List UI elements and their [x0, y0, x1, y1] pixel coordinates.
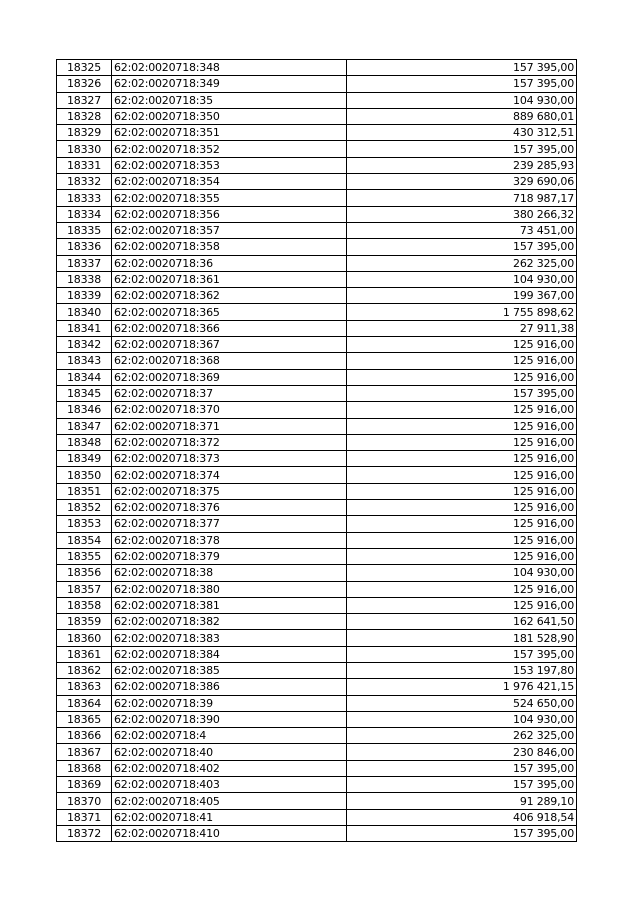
row-number-cell: 18367	[57, 744, 112, 760]
cadastral-number-cell: 62:02:0020718:36	[112, 255, 347, 271]
row-number-cell: 18348	[57, 434, 112, 450]
row-number-cell: 18360	[57, 630, 112, 646]
cadastral-value-cell: 125 916,00	[347, 451, 577, 467]
cadastral-number-cell: 62:02:0020718:38	[112, 565, 347, 581]
table-row	[57, 825, 577, 841]
cadastral-number-cell: 62:02:0020718:380	[112, 581, 347, 597]
row-number-cell: 18337	[57, 255, 112, 271]
row-number-cell: 18334	[57, 206, 112, 222]
row-number-cell: 18340	[57, 304, 112, 320]
table-row	[57, 108, 577, 124]
row-number-cell: 18369	[57, 777, 112, 793]
cadastral-number-cell: 62:02:0020718:348	[112, 60, 347, 76]
cadastral-value-cell: 104 930,00	[347, 565, 577, 581]
table-row	[57, 744, 577, 760]
cadastral-value-cell: 125 916,00	[347, 402, 577, 418]
cadastral-value-cell: 157 395,00	[347, 777, 577, 793]
table-row	[57, 793, 577, 809]
cadastral-number-cell: 62:02:0020718:361	[112, 271, 347, 287]
cadastral-number-cell: 62:02:0020718:365	[112, 304, 347, 320]
cadastral-value-cell: 125 916,00	[347, 548, 577, 564]
cadastral-number-cell: 62:02:0020718:369	[112, 369, 347, 385]
cadastral-number-cell: 62:02:0020718:368	[112, 353, 347, 369]
cadastral-number-cell: 62:02:0020718:355	[112, 190, 347, 206]
table-row	[57, 614, 577, 630]
table-row	[57, 532, 577, 548]
table-row	[57, 809, 577, 825]
cadastral-value-cell: 125 916,00	[347, 483, 577, 499]
table-row	[57, 320, 577, 336]
cadastral-value-cell: 153 197,80	[347, 662, 577, 678]
cadastral-value-cell: 262 325,00	[347, 728, 577, 744]
cadastral-value-cell: 125 916,00	[347, 369, 577, 385]
cadastral-number-cell: 62:02:0020718:375	[112, 483, 347, 499]
cadastral-value-cell: 125 916,00	[347, 434, 577, 450]
table-row	[57, 483, 577, 499]
cadastral-value-cell: 125 916,00	[347, 353, 577, 369]
row-number-cell: 18363	[57, 679, 112, 695]
row-number-cell: 18350	[57, 467, 112, 483]
cadastral-value-cell: 125 916,00	[347, 418, 577, 434]
table-row	[57, 695, 577, 711]
row-number-cell: 18344	[57, 369, 112, 385]
cadastral-value-cell: 125 916,00	[347, 516, 577, 532]
cadastral-value-cell: 73 451,00	[347, 222, 577, 238]
cadastral-value-cell: 104 930,00	[347, 711, 577, 727]
table-row	[57, 451, 577, 467]
cadastral-value-cell: 125 916,00	[347, 467, 577, 483]
row-number-cell: 18349	[57, 451, 112, 467]
table-row	[57, 402, 577, 418]
row-number-cell: 18341	[57, 320, 112, 336]
row-number-cell: 18352	[57, 500, 112, 516]
table-row	[57, 288, 577, 304]
cadastral-number-cell: 62:02:0020718:390	[112, 711, 347, 727]
cadastral-number-cell: 62:02:0020718:405	[112, 793, 347, 809]
cadastral-value-cell: 125 916,00	[347, 337, 577, 353]
cadastral-number-cell: 62:02:0020718:353	[112, 157, 347, 173]
cadastral-number-cell: 62:02:0020718:367	[112, 337, 347, 353]
cadastral-value-cell: 1 976 421,15	[347, 679, 577, 695]
row-number-cell: 18372	[57, 825, 112, 841]
cadastral-number-cell: 62:02:0020718:376	[112, 500, 347, 516]
row-number-cell: 18353	[57, 516, 112, 532]
cadastral-number-cell: 62:02:0020718:402	[112, 760, 347, 776]
cadastral-number-cell: 62:02:0020718:373	[112, 451, 347, 467]
row-number-cell: 18328	[57, 108, 112, 124]
row-number-cell: 18325	[57, 60, 112, 76]
cadastral-value-cell: 157 395,00	[347, 76, 577, 92]
row-number-cell: 18338	[57, 271, 112, 287]
table-row	[57, 222, 577, 238]
row-number-cell: 18339	[57, 288, 112, 304]
table-row	[57, 434, 577, 450]
cadastral-number-cell: 62:02:0020718:349	[112, 76, 347, 92]
cadastral-value-cell: 199 367,00	[347, 288, 577, 304]
cadastral-value-cell: 230 846,00	[347, 744, 577, 760]
cadastral-value-cell: 157 395,00	[347, 141, 577, 157]
cadastral-value-cell: 104 930,00	[347, 271, 577, 287]
cadastral-number-cell: 62:02:0020718:37	[112, 385, 347, 401]
table-row	[57, 190, 577, 206]
cadastral-value-table	[56, 59, 577, 842]
cadastral-value-cell: 157 395,00	[347, 825, 577, 841]
table-row	[57, 353, 577, 369]
row-number-cell: 18365	[57, 711, 112, 727]
cadastral-number-cell: 62:02:0020718:357	[112, 222, 347, 238]
row-number-cell: 18368	[57, 760, 112, 776]
table-row	[57, 337, 577, 353]
cadastral-value-cell: 27 911,38	[347, 320, 577, 336]
cadastral-number-cell: 62:02:0020718:374	[112, 467, 347, 483]
table-row	[57, 141, 577, 157]
table-row	[57, 76, 577, 92]
row-number-cell: 18359	[57, 614, 112, 630]
cadastral-number-cell: 62:02:0020718:381	[112, 597, 347, 613]
cadastral-number-cell: 62:02:0020718:384	[112, 646, 347, 662]
row-number-cell: 18326	[57, 76, 112, 92]
row-number-cell: 18347	[57, 418, 112, 434]
table-row	[57, 760, 577, 776]
cadastral-number-cell: 62:02:0020718:39	[112, 695, 347, 711]
cadastral-value-cell: 430 312,51	[347, 125, 577, 141]
table-row	[57, 548, 577, 564]
table-row	[57, 174, 577, 190]
table-row	[57, 385, 577, 401]
table-row	[57, 418, 577, 434]
cadastral-value-cell: 157 395,00	[347, 239, 577, 255]
table-row	[57, 125, 577, 141]
cadastral-number-cell: 62:02:0020718:410	[112, 825, 347, 841]
table-row	[57, 206, 577, 222]
row-number-cell: 18351	[57, 483, 112, 499]
cadastral-number-cell: 62:02:0020718:351	[112, 125, 347, 141]
cadastral-number-cell: 62:02:0020718:379	[112, 548, 347, 564]
cadastral-number-cell: 62:02:0020718:386	[112, 679, 347, 695]
table-row	[57, 304, 577, 320]
row-number-cell: 18342	[57, 337, 112, 353]
cadastral-value-cell: 239 285,93	[347, 157, 577, 173]
table-row	[57, 369, 577, 385]
cadastral-number-cell: 62:02:0020718:358	[112, 239, 347, 255]
cadastral-value-cell: 125 916,00	[347, 532, 577, 548]
cadastral-value-cell: 262 325,00	[347, 255, 577, 271]
row-number-cell: 18366	[57, 728, 112, 744]
row-number-cell: 18371	[57, 809, 112, 825]
cadastral-number-cell: 62:02:0020718:370	[112, 402, 347, 418]
cadastral-number-cell: 62:02:0020718:352	[112, 141, 347, 157]
table-row	[57, 679, 577, 695]
cadastral-number-cell: 62:02:0020718:382	[112, 614, 347, 630]
row-number-cell: 18329	[57, 125, 112, 141]
cadastral-number-cell: 62:02:0020718:356	[112, 206, 347, 222]
row-number-cell: 18355	[57, 548, 112, 564]
cadastral-value-cell: 329 690,06	[347, 174, 577, 190]
table-row	[57, 565, 577, 581]
cadastral-value-cell: 91 289,10	[347, 793, 577, 809]
row-number-cell: 18336	[57, 239, 112, 255]
row-number-cell: 18327	[57, 92, 112, 108]
cadastral-number-cell: 62:02:0020718:4	[112, 728, 347, 744]
row-number-cell: 18354	[57, 532, 112, 548]
row-number-cell: 18346	[57, 402, 112, 418]
table-row	[57, 646, 577, 662]
cadastral-number-cell: 62:02:0020718:41	[112, 809, 347, 825]
row-number-cell: 18370	[57, 793, 112, 809]
table-row	[57, 255, 577, 271]
row-number-cell: 18330	[57, 141, 112, 157]
row-number-cell: 18343	[57, 353, 112, 369]
cadastral-value-cell: 718 987,17	[347, 190, 577, 206]
table-row	[57, 271, 577, 287]
cadastral-number-cell: 62:02:0020718:385	[112, 662, 347, 678]
cadastral-value-cell: 406 918,54	[347, 809, 577, 825]
table-row	[57, 467, 577, 483]
table-row	[57, 239, 577, 255]
table-row	[57, 728, 577, 744]
table-row	[57, 711, 577, 727]
row-number-cell: 18335	[57, 222, 112, 238]
table-row	[57, 581, 577, 597]
row-number-cell: 18358	[57, 597, 112, 613]
cadastral-number-cell: 62:02:0020718:362	[112, 288, 347, 304]
cadastral-number-cell: 62:02:0020718:372	[112, 434, 347, 450]
row-number-cell: 18356	[57, 565, 112, 581]
cadastral-value-cell: 889 680,01	[347, 108, 577, 124]
cadastral-number-cell: 62:02:0020718:371	[112, 418, 347, 434]
cadastral-number-cell: 62:02:0020718:378	[112, 532, 347, 548]
cadastral-number-cell: 62:02:0020718:35	[112, 92, 347, 108]
table-row	[57, 597, 577, 613]
row-number-cell: 18362	[57, 662, 112, 678]
row-number-cell: 18364	[57, 695, 112, 711]
cadastral-value-cell: 157 395,00	[347, 646, 577, 662]
table-row	[57, 500, 577, 516]
table-row	[57, 516, 577, 532]
table-row	[57, 157, 577, 173]
cadastral-number-cell: 62:02:0020718:354	[112, 174, 347, 190]
cadastral-value-cell: 157 395,00	[347, 60, 577, 76]
row-number-cell: 18332	[57, 174, 112, 190]
cadastral-value-cell: 1 755 898,62	[347, 304, 577, 320]
cadastral-value-cell: 380 266,32	[347, 206, 577, 222]
cadastral-value-cell: 104 930,00	[347, 92, 577, 108]
cadastral-value-cell: 524 650,00	[347, 695, 577, 711]
cadastral-value-cell: 181 528,90	[347, 630, 577, 646]
cadastral-value-cell: 157 395,00	[347, 760, 577, 776]
cadastral-value-cell: 125 916,00	[347, 581, 577, 597]
table-row	[57, 630, 577, 646]
cadastral-number-cell: 62:02:0020718:350	[112, 108, 347, 124]
cadastral-number-cell: 62:02:0020718:366	[112, 320, 347, 336]
row-number-cell: 18345	[57, 385, 112, 401]
cadastral-number-cell: 62:02:0020718:403	[112, 777, 347, 793]
cadastral-value-cell: 125 916,00	[347, 597, 577, 613]
row-number-cell: 18331	[57, 157, 112, 173]
cadastral-value-cell: 162 641,50	[347, 614, 577, 630]
table-row	[57, 92, 577, 108]
row-number-cell: 18333	[57, 190, 112, 206]
row-number-cell: 18357	[57, 581, 112, 597]
cadastral-number-cell: 62:02:0020718:40	[112, 744, 347, 760]
cadastral-number-cell: 62:02:0020718:383	[112, 630, 347, 646]
table-body	[57, 60, 577, 842]
row-number-cell: 18361	[57, 646, 112, 662]
cadastral-value-cell: 157 395,00	[347, 385, 577, 401]
cadastral-number-cell: 62:02:0020718:377	[112, 516, 347, 532]
table-row	[57, 662, 577, 678]
table-row	[57, 777, 577, 793]
table-row	[57, 60, 577, 76]
cadastral-value-cell: 125 916,00	[347, 500, 577, 516]
